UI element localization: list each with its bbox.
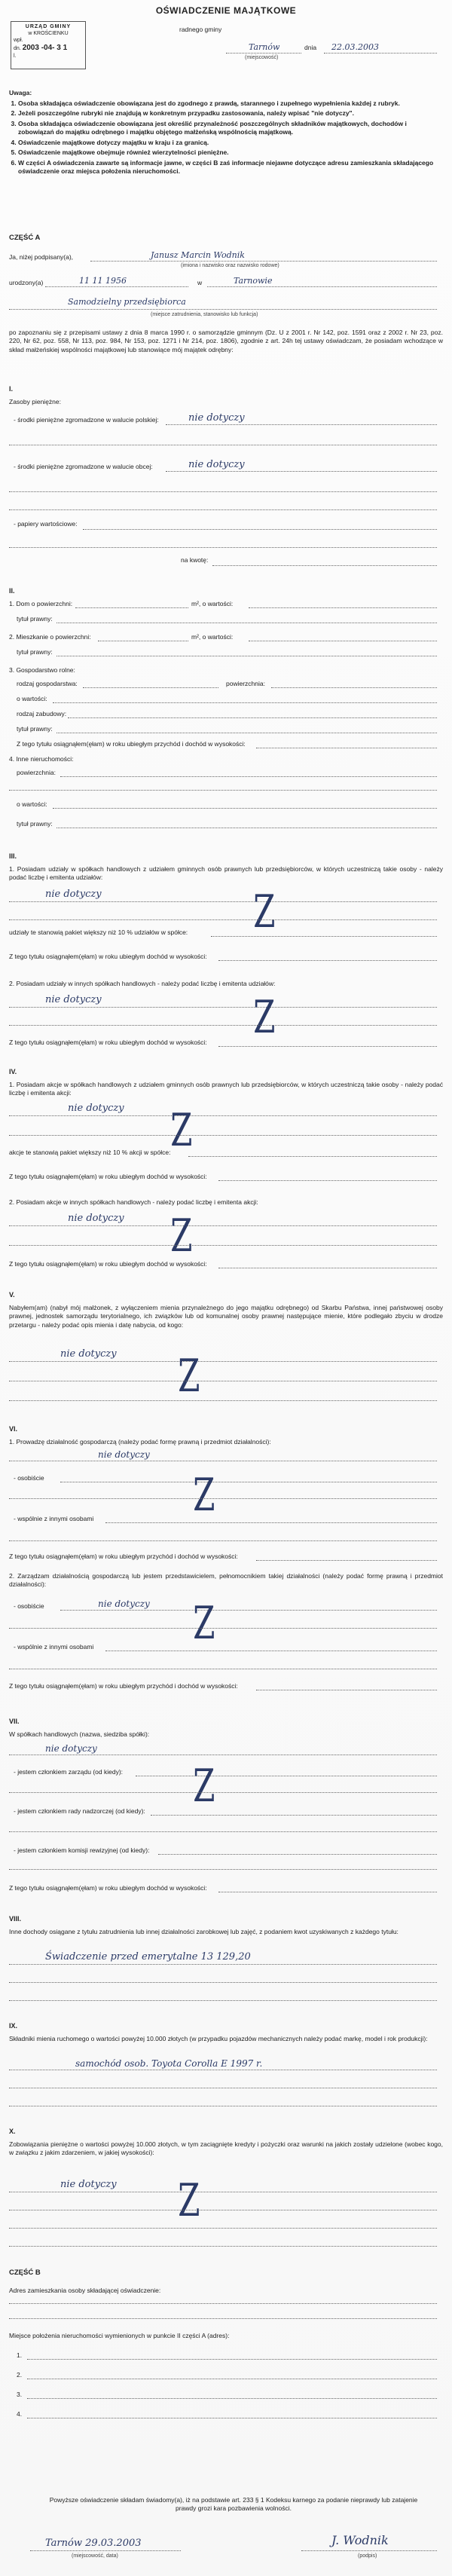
sec3-p1: 1. Posiadam udziały w spółkach handlowych z udziałem gminnych osób prawnych lub przedsiębiorców, w których uczestniczą takie osoby - należy podać liczbę i emitenta udziałów:: [9, 865, 443, 882]
strike-z-mark: Z: [170, 1104, 193, 1157]
dom-label: 1. Dom o powierzchni:: [9, 600, 73, 607]
place-date-hint: (miejscowość, data): [72, 2553, 118, 2559]
section-ii-roman: II.: [9, 587, 15, 595]
part-b-item: 1.: [17, 2351, 23, 2359]
sec9-text: Składniki mienia ruchomego o wartości powyżej 10.000 złotych (w przypadku pojazdów mechanicznych należy podać markę, model i rok produkcji):: [9, 2035, 428, 2042]
section-iv-roman: IV.: [9, 1068, 17, 1075]
gosp-rodzaj: rodzaj gospodarstwa:: [17, 680, 78, 687]
employment-hint: (miejsce zatrudnienia, stanowisko lub funkcja): [151, 312, 258, 317]
gosp-wartosc: o wartości:: [17, 695, 47, 702]
mieszkanie-tytul: tytuł prawny:: [17, 648, 53, 656]
instruction-item: 3. Osoba składająca oświadczenie obowiązana jest określić przynależność poszczególnych składników majątkowych, dochodów i zobowiązań do majątku odrębnego i majątku objętego małżeńską wspólnością majątkową.: [18, 120, 443, 137]
sec6-wspolnie: - wspólnie z innymi osobami: [14, 1515, 94, 1522]
strike-z-mark: Z: [193, 1597, 215, 1650]
mieszkanie-label: 2. Mieszkanie o powierzchni:: [9, 633, 91, 641]
stamp-date: 2003 -04- 3 1: [22, 44, 68, 53]
section-x-roman: X.: [9, 2128, 16, 2135]
part-b-adres: Adres zamieszkania osoby składającej oświadczenie:: [9, 2287, 161, 2294]
pln-label: - środki pieniężne zgromadzone w walucie polskiej:: [14, 416, 159, 424]
sec10-value: nie dotyczy: [60, 2179, 117, 2190]
page-title: OŚWIADCZENIE MAJĄTKOWE: [155, 5, 297, 16]
sec6-p2: 2. Zarządzam działalnością gospodarczą lub jestem przedstawicielem, pełnomocnikiem takiej działalności (należy podać formę prawną i przedmiot działalności):: [9, 1572, 443, 1589]
sec4-value2: nie dotyczy: [68, 1213, 124, 1224]
legal-statement: Powyższe oświadczenie składam świadomy(a), iż na podstawie art. 233 § 1 Kodeksu karnego za podanie nieprawdy lub zatajenie prawdy grozi kara pozbawienia wolności.: [49, 2496, 418, 2513]
sec7-value: nie dotyczy: [45, 1743, 97, 1754]
sec6-wspolnie2: - wspólnie z innymi osobami: [14, 1643, 94, 1651]
declarant-name: Janusz Marcin Wodnik: [151, 250, 245, 260]
sec7-rewizyjna: - jestem członkiem komisji rewizyjnej (od kiedy):: [14, 1846, 150, 1854]
sec4-dochod2: Z tego tytułu osiągnąłem(ęłam) w roku ubiegłym dochód w wysokości:: [9, 1260, 207, 1268]
sec3-value: nie dotyczy: [45, 889, 102, 900]
section-vii-roman: VII.: [9, 1718, 20, 1725]
section-viii-roman: VIII.: [9, 1915, 22, 1923]
sec4-p2: 2. Posiadam akcje w innych spółkach handlowych - należy podać liczbę i emitenta akcji:: [9, 1198, 258, 1206]
birthplace: Tarnowie: [234, 276, 273, 286]
strike-z-mark: Z: [253, 991, 276, 1044]
instructions: [9, 99, 443, 178]
part-b-item: 4.: [17, 2410, 23, 2418]
sec7-label: W spółkach handlowych (nazwa, siedziba spółki):: [9, 1730, 150, 1738]
dom-m2: m², o wartości:: [191, 600, 234, 607]
foreign-value: nie dotyczy: [188, 459, 245, 470]
strike-z-mark: Z: [193, 1760, 215, 1813]
sec5-text: Nabyłem(am) (nabył mój małżonek, z wyłączeniem mienia przynależnego do jego majątku odrębnego) od Skarbu Państwa, innej państwowej osoby prawnej, jednostek samorządu terytorialnego, ich związków lub od komunalnej osoby prawnej następujące mienie, które podlegało zbyciu w drodze przetargu - należy podać opis mienia i datę nabycia, od kogo:: [9, 1304, 443, 1329]
foreign-label: - środki pieniężne zgromadzone w walucie obcej:: [14, 463, 153, 470]
part-b-item: 3.: [17, 2391, 23, 2398]
inne-pow: powierzchnia:: [17, 769, 56, 776]
ja-label: Ja, niżej podpisany(a),: [9, 253, 74, 261]
sec4-dochod: Z tego tytułu osiągnąłem(ęłam) w roku ubiegłym dochód w wysokości:: [9, 1173, 207, 1180]
part-a-heading: CZĘŚĆ A: [9, 234, 41, 242]
pln-value: nie dotyczy: [188, 412, 245, 424]
gosp-label: 3. Gospodarstwo rolne:: [9, 666, 75, 674]
header-place-hint: (miejscowość): [245, 55, 279, 60]
section-ix-roman: IX.: [9, 2022, 18, 2030]
sec4-p1b: akcje te stanowią pakiet większy niż 10 % akcji w spółce:: [9, 1149, 171, 1156]
sec5-value: nie dotyczy: [60, 1348, 117, 1360]
signature: J. Wodnik: [331, 2533, 389, 2547]
stamp-wpl: wpł.: [14, 37, 23, 43]
instruction-item: 6. W części A oświadczenia zawarte są informacje jawne, w części B zaś informacje niejawne dotyczące adresu zamieszkania składającego oświadczenie oraz miejsca położenia nieruchomości.: [18, 159, 443, 176]
instruction-item: 5. Oświadczenie majątkowe obejmuje również wierzytelności pieniężne.: [18, 148, 443, 157]
part-b-item: 2.: [17, 2371, 23, 2379]
sec7-rada: - jestem członkiem rady nadzorczej (od kiedy):: [14, 1807, 145, 1815]
gosp-dochod: Z tego tytułu osiągnąłem(ęłam) w roku ubiegłym przychód i dochód w wysokości:: [17, 740, 246, 748]
date-of-birth: 11 11 1956: [79, 276, 127, 286]
instruction-item: 4. Oświadczenie majątkowe dotyczy majątku w kraju i za granicą.: [18, 139, 443, 147]
sec6-osobiscie2: - osobiście: [14, 1602, 44, 1610]
strike-z-mark: Z: [178, 2174, 200, 2227]
sec3-p2: 2. Posiadam udziały w innych spółkach handlowych - należy podać liczbę i emitenta udziałów:: [9, 980, 276, 987]
sec3-p1b: udziały te stanowią pakiet większy niż 10 % udziałów w spółce:: [9, 929, 188, 936]
intro-text: po zapoznaniu się z przepisami ustawy z dnia 8 marca 1990 r. o samorządzie gminnym (Dz. U z 2001 r. Nr 142, poz. 1591 oraz z 2002 r. Nr 23, poz. 220, Nr 62, poz. 558, Nr 113, poz. 984, Nr 153, poz. 1271 i Nr 214, poz. 1806), zgodnie z art. 24h tej ustawy oświadczam, że posiadam wchodzące w skład małżeńskiej wspólności majątkowej lub stanowiące mój majątek odrębny:: [9, 329, 443, 353]
part-b-miejsce: Miejsce położenia nieruchomości wymienionych w punkcie II części A (adres):: [9, 2332, 230, 2339]
strike-z-mark: Z: [193, 1469, 215, 1522]
papers-label: - papiery wartościowe:: [14, 520, 78, 528]
header-date: 22.03.2003: [331, 42, 379, 52]
sec10-text: Zobowiązania pieniężne o wartości powyżej 10.000 złotych, w tym zaciągnięte kredyty i pożyczki oraz warunki na jakich zostały udzielone (wobec kogo, w związku z jakim zdarzeniem, w jakiej wysokości):: [9, 2140, 443, 2157]
instruction-item: 1. Osoba składająca oświadczenie obowiązana jest do zgodnego z prawdą, starannego i zupełnego wypełnienia każdej z rubryk.: [18, 99, 443, 108]
sec6-dochod: Z tego tytułu osiągnąłem(ęłam) w roku ubiegłym przychód i dochód w wysokości:: [9, 1553, 238, 1560]
name-hint: (imiona i nazwisko oraz nazwisko rodowe): [181, 263, 279, 268]
sec3-value2: nie dotyczy: [45, 994, 102, 1005]
section-i-roman: I.: [9, 385, 14, 393]
instruction-item: 2. Jeżeli poszczególne rubryki nie znajdują w konkretnym przypadku zastosowania, należy wpisać "nie dotyczy".: [18, 109, 443, 118]
born-label: urodzony(a): [9, 279, 44, 286]
stamp-l: l.: [14, 53, 17, 59]
place-date: Tarnów 29.03.2003: [45, 2538, 142, 2549]
uwaga-label: Uwaga:: [9, 89, 32, 96]
w-label: w: [197, 279, 203, 286]
section-vi-roman: VI.: [9, 1425, 18, 1433]
sec3-dochod2: Z tego tytułu osiągnąłem(ęłam) w roku ubiegłym dochód w wysokości:: [9, 1039, 207, 1046]
strike-z-mark: Z: [253, 886, 276, 938]
role-label: radnego gminy: [179, 26, 222, 33]
signature-hint: (podpis): [358, 2553, 377, 2559]
na-kwote-label: na kwotę:: [181, 556, 209, 564]
inne-label: 4. Inne nieruchomości:: [9, 755, 74, 763]
gosp-zabudowa: rodzaj zabudowy:: [17, 710, 67, 717]
stamp-dn: dn.: [14, 46, 21, 52]
dom-tytul: tytuł prawny:: [17, 615, 53, 623]
sec6-p1: 1. Prowadzę działalność gospodarczą (należy podać formę prawną i przedmiot działalności):: [9, 1438, 271, 1446]
gosp-tytul: tytuł prawny:: [17, 725, 53, 733]
sec7-dochod: Z tego tytułu osiągnąłem(ęłam) w roku ubiegłym dochód w wysokości:: [9, 1884, 207, 1892]
sec6-dochod2: Z tego tytułu osiągnąłem(ęłam) w roku ubiegłym przychód i dochód w wysokości:: [9, 1682, 238, 1690]
strike-z-mark: Z: [178, 1350, 200, 1403]
section-v-roman: V.: [9, 1291, 15, 1299]
strike-z-mark: Z: [170, 1210, 193, 1262]
stamp-location: w KROŚCIENKU: [28, 30, 69, 36]
sec6-value2: nie dotyczy: [98, 1599, 150, 1609]
sec8-value: Świadczenie przed emerytalne 13 129,20: [45, 1951, 251, 1963]
inne-wartosc: o wartości:: [17, 800, 47, 808]
sec6-osobiscie: - osobiście: [14, 1474, 44, 1482]
sec9-value: samochód osob. Toyota Corolla E 1997 r.: [75, 2058, 263, 2069]
sec4-p1: 1. Posiadam akcje w spółkach handlowych z udziałem gminnych osób prawnych lub przedsiębiorców, w których uczestniczą takie osoby - należy podać liczbę i emitenta akcji:: [9, 1081, 443, 1097]
sec8-text: Inne dochody osiągane z tytułu zatrudnienia lub innej działalności zarobkowej lub zajęć, z podaniem kwot uzyskiwanych z każdego tytułu:: [9, 1928, 399, 1935]
stamp-office: URZĄD GMINY: [25, 24, 72, 29]
part-b-heading: CZĘŚĆ B: [9, 2269, 41, 2277]
header-place: Tarnów: [249, 42, 280, 52]
employment: Samodzielny przedsiębiorca: [68, 297, 186, 307]
section-iii-roman: III.: [9, 852, 17, 860]
office-stamp: [11, 21, 86, 69]
inne-tytul: tytuł prawny:: [17, 820, 53, 828]
header-dnia: dnia: [304, 44, 317, 51]
zasoby-label: Zasoby pieniężne:: [9, 398, 61, 405]
gosp-powierzchnia: powierzchnia:: [226, 680, 265, 687]
mieszkanie-m2: m², o wartości:: [191, 633, 234, 641]
sec4-value: nie dotyczy: [68, 1103, 124, 1114]
sec6-value: nie dotyczy: [98, 1449, 150, 1460]
sec3-dochod: Z tego tytułu osiągnąłem(ęłam) w roku ubiegłym dochód w wysokości:: [9, 953, 207, 960]
sec7-zarzad: - jestem członkiem zarządu (od kiedy):: [14, 1768, 124, 1776]
